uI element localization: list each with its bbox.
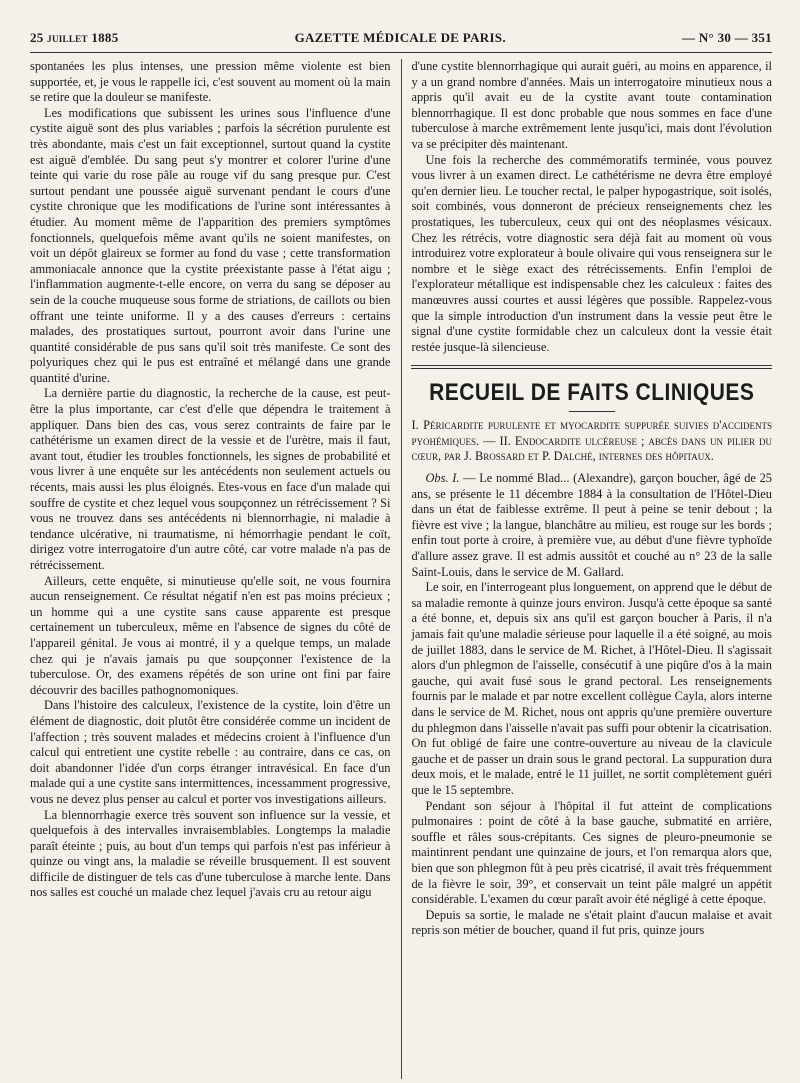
paragraph: Depuis sa sortie, le malade ne s'était plaint d'aucun malaise et avait repris son métier de boucher, quand il fut pris, quinze jours <box>411 907 772 938</box>
title-rule <box>569 411 615 412</box>
journal-title: GAZETTE MÉDICALE DE PARIS. <box>294 30 506 45</box>
article-heading: I. Péricardite purulente et myocardite suppurée suivies d'accidents pyohémiques. — II. Endocardite ulcéreuse ; abcès dans un pilier du cœur, par J. Brossard et P. Dalché, internes des hôpitaux. <box>411 418 772 464</box>
paragraph: Les modifications que subissent les urines sous l'influence d'une cystite aiguë sont des plus variables ; parfois la sécrétion purulente est très abondante, mais c'est un fait exceptionnel, surtout quand la cystite est aiguë d'emblée. Du sang peut s'y montrer et colorer l'urine d'une teinte qui varie du rose pâle au rouge vif du sang presque pur. C'est surtout pendant une poussée aiguë survenant pendant le cours d'une cystite chronique que les modifications de l'urine sont intéressantes à étudier. Au moment même de l'apparition des premiers symptômes fonctionnels, quelquefois même avant qu'ils ne soient manifestes, on voit un dépôt glaireux se former au fond du vase ; cette transformation ammoniacale annonce que la cystite préexistante passe à l'état aigu ; l'inflammation augmente-t-elle encore, on verra du sang se déposer au sein de la couche muqueuse sous forme de striations, de caillots ou bien offrant une teinte uniforme. Il y a des causes d'erreurs : certains malades, des prostatiques surtout, pourront avoir dans l'urine une quantité considérable de pus sans qu'il soit très manifeste. Ce sont des polyuriques chez qui le pus est entraîné et mélangé dans une grande quantité d'urine. <box>30 105 391 385</box>
text-columns <box>30 59 772 1079</box>
paragraph: Le soir, en l'interrogeant plus longuement, on apprend que le début de sa maladie remonte à quinze jours environ. Jusqu'à cette époque sa santé a été bonne, et, depuis six ans qu'il est garçon boucher à Paris, il n'a jamais fait qu'une maladie sérieuse pour laquelle il a été soigné, au mois de juillet 1883, dans le service de M. Richet, à l'Hôtel-Dieu. Il s'agissait alors d'un phlegmon de l'aisselle, consécutif à une piqûre d'os à la main gauche, qui avait fusé sous le grand pectoral. Les renseignements fournis par le malade et par notre excellent collègue Cayla, alors interne dans le service de M. Richet, nous ont appris qu'une première ouverture du phlegmon dans l'aisselle n'avait pas suffi pour obtenir la cicatrisation. On fut obligé de faire une contre-ouverture au niveau de la clavicule gauche et de passer un drain sous le grand pectoral. La suppuration dura deux mois, et le malade, entré le 11 juillet, ne sortit complètement guéri que le 15 septembre. <box>411 580 772 797</box>
section-title: RECUEIL DE FAITS CLINIQUES <box>429 379 755 406</box>
observation-label: Obs. I. <box>425 471 460 486</box>
paragraph: Une fois la recherche des commémoratifs terminée, vous pouvez vous livrer à un examen direct. Le cathétérisme ne devra être employé qu'en dernier lieu. Le toucher rectal, le palper hypogastrique, soit isolés, soit combinés, vous donneront de précieux renseignements chez les prostatiques, les tuberculeux, ceux qui ont des néoplasmes vésicaux. Chez les rétrécis, votre diagnostic sera déjà fait au moment où vous introduirez votre explorateur à boule olivaire qui vous renseignera sur le nombre et le siège exact des rétrécissements. Enfin l'emploi de l'explorateur métallique est indispensable chez les calculeux : faites des manœuvres aussi courtes et aussi légères que possible. Rappelez-vous que la simple introduction d'un instrument dans la vessie peut être le signal d'une cystite formidable chez un calculeux dont la vessie était restée jusque-là silencieuse. <box>411 152 772 354</box>
paragraph: Pendant son séjour à l'hôpital il fut atteint de complications pulmonaires : point de côté à la base gauche, submatité en arrière, souffle et râles sous-crépitants. Ces signes de pleuro-pneumonie se maintinrent pendant une quinzaine de jours, et l'on remarqua alors que, bien que son phlegmon fût à peu près cicatrisé, il avait très fréquemment de la fièvre le soir, 39°, et conservait un teint pâle malgré un appétit considérable. L'examen du cœur paraît avoir été négligé à cette époque. <box>411 798 772 907</box>
page-header <box>30 30 772 53</box>
paragraph: spontanées les plus intenses, une pression même violente est bien supportée, et, je vous le rappelle ici, c'est souvent au moment où la main se retire que la douleur se manifeste. <box>30 59 391 105</box>
paragraph: La dernière partie du diagnostic, la recherche de la cause, est peut-être la plus importante, car c'est d'elle que dépendra le traitement à appliquer. Dans bien des cas, vous serez contraints de faire par le cathétérisme un examen direct de la vessie et de l'urètre, mais il faut, avant tout, étudier les troubles fonctionnels, les signes de probabilité et vous livrer à une enquête sur les antécédents non seulement actuels ou récents, mais aussi les plus éloignés. Etes-vous en face d'un malade qui souffre de cystite et chez lequel vous soupçonnez un rétrécissement ? Si vous ne trouvez dans ses antécédents ni blennorrhagie, ni maladie à tendance ulcérative, ni traumatisme, ni hémorrhagie pendant le coït, dirigez votre interrogatoire d'un autre côté, car votre malade n'a pas de rétrécissement. <box>30 386 391 572</box>
right-column <box>411 59 772 1079</box>
issue-number: — N° 30 — 351 <box>682 30 772 45</box>
left-column <box>30 59 391 1079</box>
column-divider <box>401 59 402 1079</box>
section-separator <box>411 365 772 369</box>
paragraph: Dans l'histoire des calculeux, l'existence de la cystite, loin d'être un élément de diagnostic, doit plutôt être considérée comme un incident de l'affection ; très souvent malades et médecins croient à l'influence d'un calcul qui entretient une cystite rebelle : au contraire, dans ce cas, on doit abandonner l'idée d'un corps étranger intravésical. En face d'un malade qui a une cystite sans intermittences, incessamment progressive, vous ne devez plus penser au calcul et porter vos investigations ailleurs. <box>30 698 391 806</box>
paragraph: Ailleurs, cette enquête, si minutieuse qu'elle soit, ne vous fournira aucun renseignement. Ce résultat négatif n'en est pas moins précieux ; un homme qui a une cystite sans cause apparente est presque certainement un tuberculeux, même en l'absence de signes du côté de l'appareil génital. Je vous ai montré, il y a quelque temps, un malade chez qui je n'avais jamais pu que soupçonner l'existence de la tuberculose. Or, des examens répétés de son urine ont fini par faire découvrir des bacilles pathognomoniques. <box>30 573 391 697</box>
issue-date: 25 juillet 1885 <box>30 30 119 45</box>
paragraph: La blennorrhagie exerce très souvent son influence sur la vessie, et quelquefois à des intervalles invraisemblables. Longtemps la maladie paraît éteinte ; puis, au bout d'un temps qui parfois n'est pas inférieur à quinze ou vingt ans, la maladie se réveille brusquement. Il est souvent difficile de distinguer de tels cas d'une tuberculose à marche lente. Dans nos salles est couché un malade chez lequel j'avais cru au retour aigu <box>30 807 391 900</box>
paragraph: d'une cystite blennorrhagique qui aurait guéri, au moins en apparence, il y a un grand nombre d'années. Mais un interrogatoire minutieux nous a appris qu'il avait eu de la cystite avant toute contamination blennorrhagique. Il est donc probable que nous sommes en face d'une tuberculose à marche extrêmement lente jusqu'ici, mais dont l'évolution va se précipiter dès maintenant. <box>411 59 772 151</box>
observation-text: — Le nommé Blad... (Alexandre), garçon boucher, âgé de 25 ans, se présente le 11 décembre 1884 à la consultation de l'Hôtel-Dieu dans un état de faiblesse extrême. Il peut à peine se tenir debout ; la fièvre est vive ; la langue, blanchâtre au milieu, est rouge sur les bords ; enfin tout porte à croire, à première vue, au début d'une fièvre typhoïde d'allure assez grave. Il est admis aussitôt et couché au n° 23 de la salle Saint-Louis, dans le service de M. Gallard. <box>411 471 772 579</box>
paragraph <box>411 471 772 580</box>
